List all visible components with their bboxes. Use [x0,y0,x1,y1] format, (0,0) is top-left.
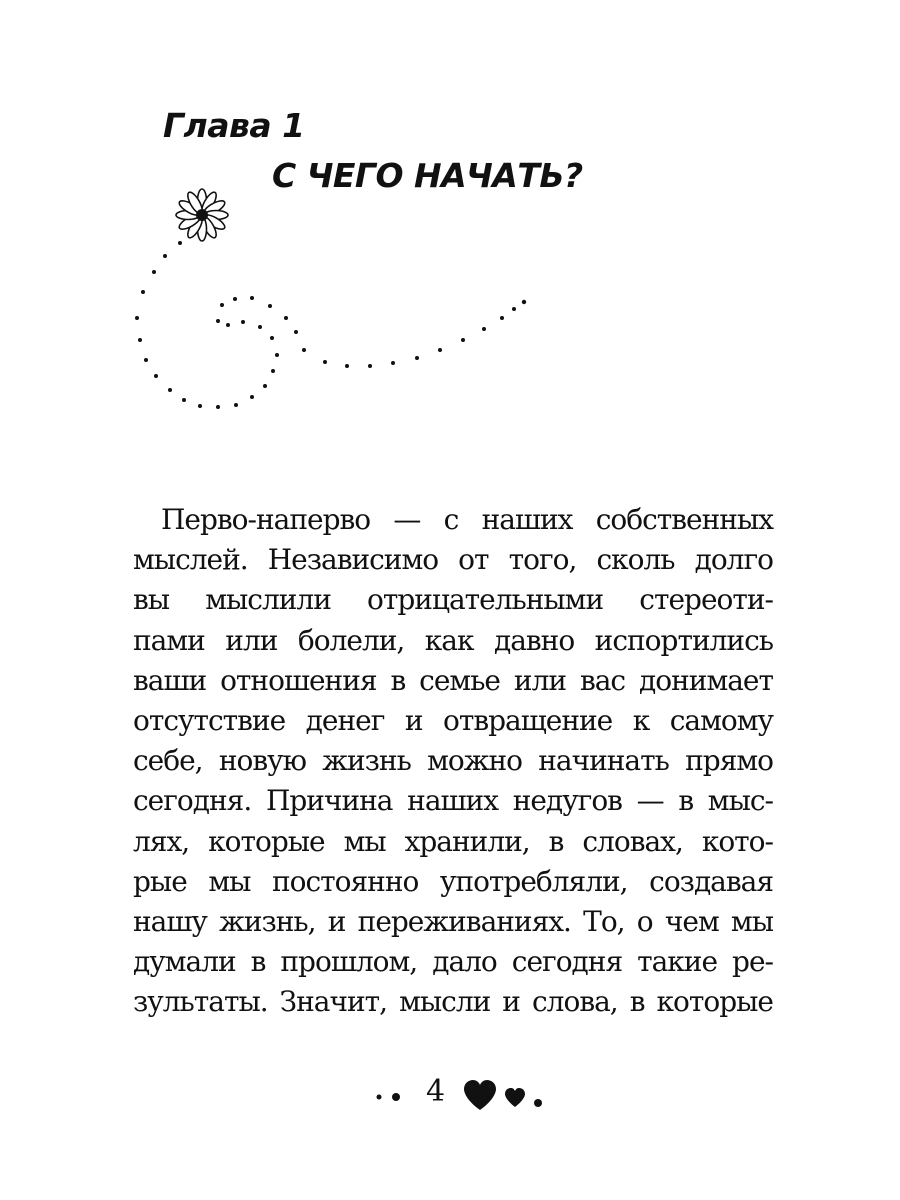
chapter-label: Глава 1 [163,106,305,145]
heart-icon [464,1080,496,1110]
text-line: думали в прошлом, дало сегодня такие ре- [133,945,773,979]
daisy-flower-icon [176,189,228,241]
dotted-swirl [135,241,526,409]
text-line: рые мы постоянно употребляли, создавая [133,864,773,898]
text-line: лях, которые мы хранили, в словах, кото- [133,824,773,858]
footer-ornament [360,1068,560,1118]
dot-icon [534,1099,542,1107]
text-line: себе, новую жизнь можно начинать прямо [133,744,773,778]
dot-icon [377,1095,382,1100]
daisy-flower-with-dotted-swirl-icon [120,180,540,420]
heart-icon [505,1088,525,1107]
body-text [133,500,773,1022]
chapter-title: С ЧЕГО НАЧАТЬ? [272,156,583,195]
page-footer [360,1068,560,1118]
text-line: отсутствие денег и отвращение к самому [133,703,773,737]
text-line: ваши отношения в семье или вас донимает [133,663,773,697]
text-line: нашу жизнь, и переживаниях. То, о чем мы [133,904,773,938]
text-line: зультаты. Значит, мысли и слова, в которые [133,985,773,1019]
page-number: 4 [426,1074,446,1109]
text-line: пами или болели, как давно испортились [133,623,773,657]
text-line: мыслей. Независимо от того, сколь долго [133,543,773,577]
text-line: сегодня. Причина наших недугов — в мыс- [133,784,773,818]
text-line: Перво-наперво — с наших собственных [161,503,773,536]
dot-icon [392,1093,400,1101]
text-line: вы мыслили отрицательными стереоти- [133,583,773,617]
